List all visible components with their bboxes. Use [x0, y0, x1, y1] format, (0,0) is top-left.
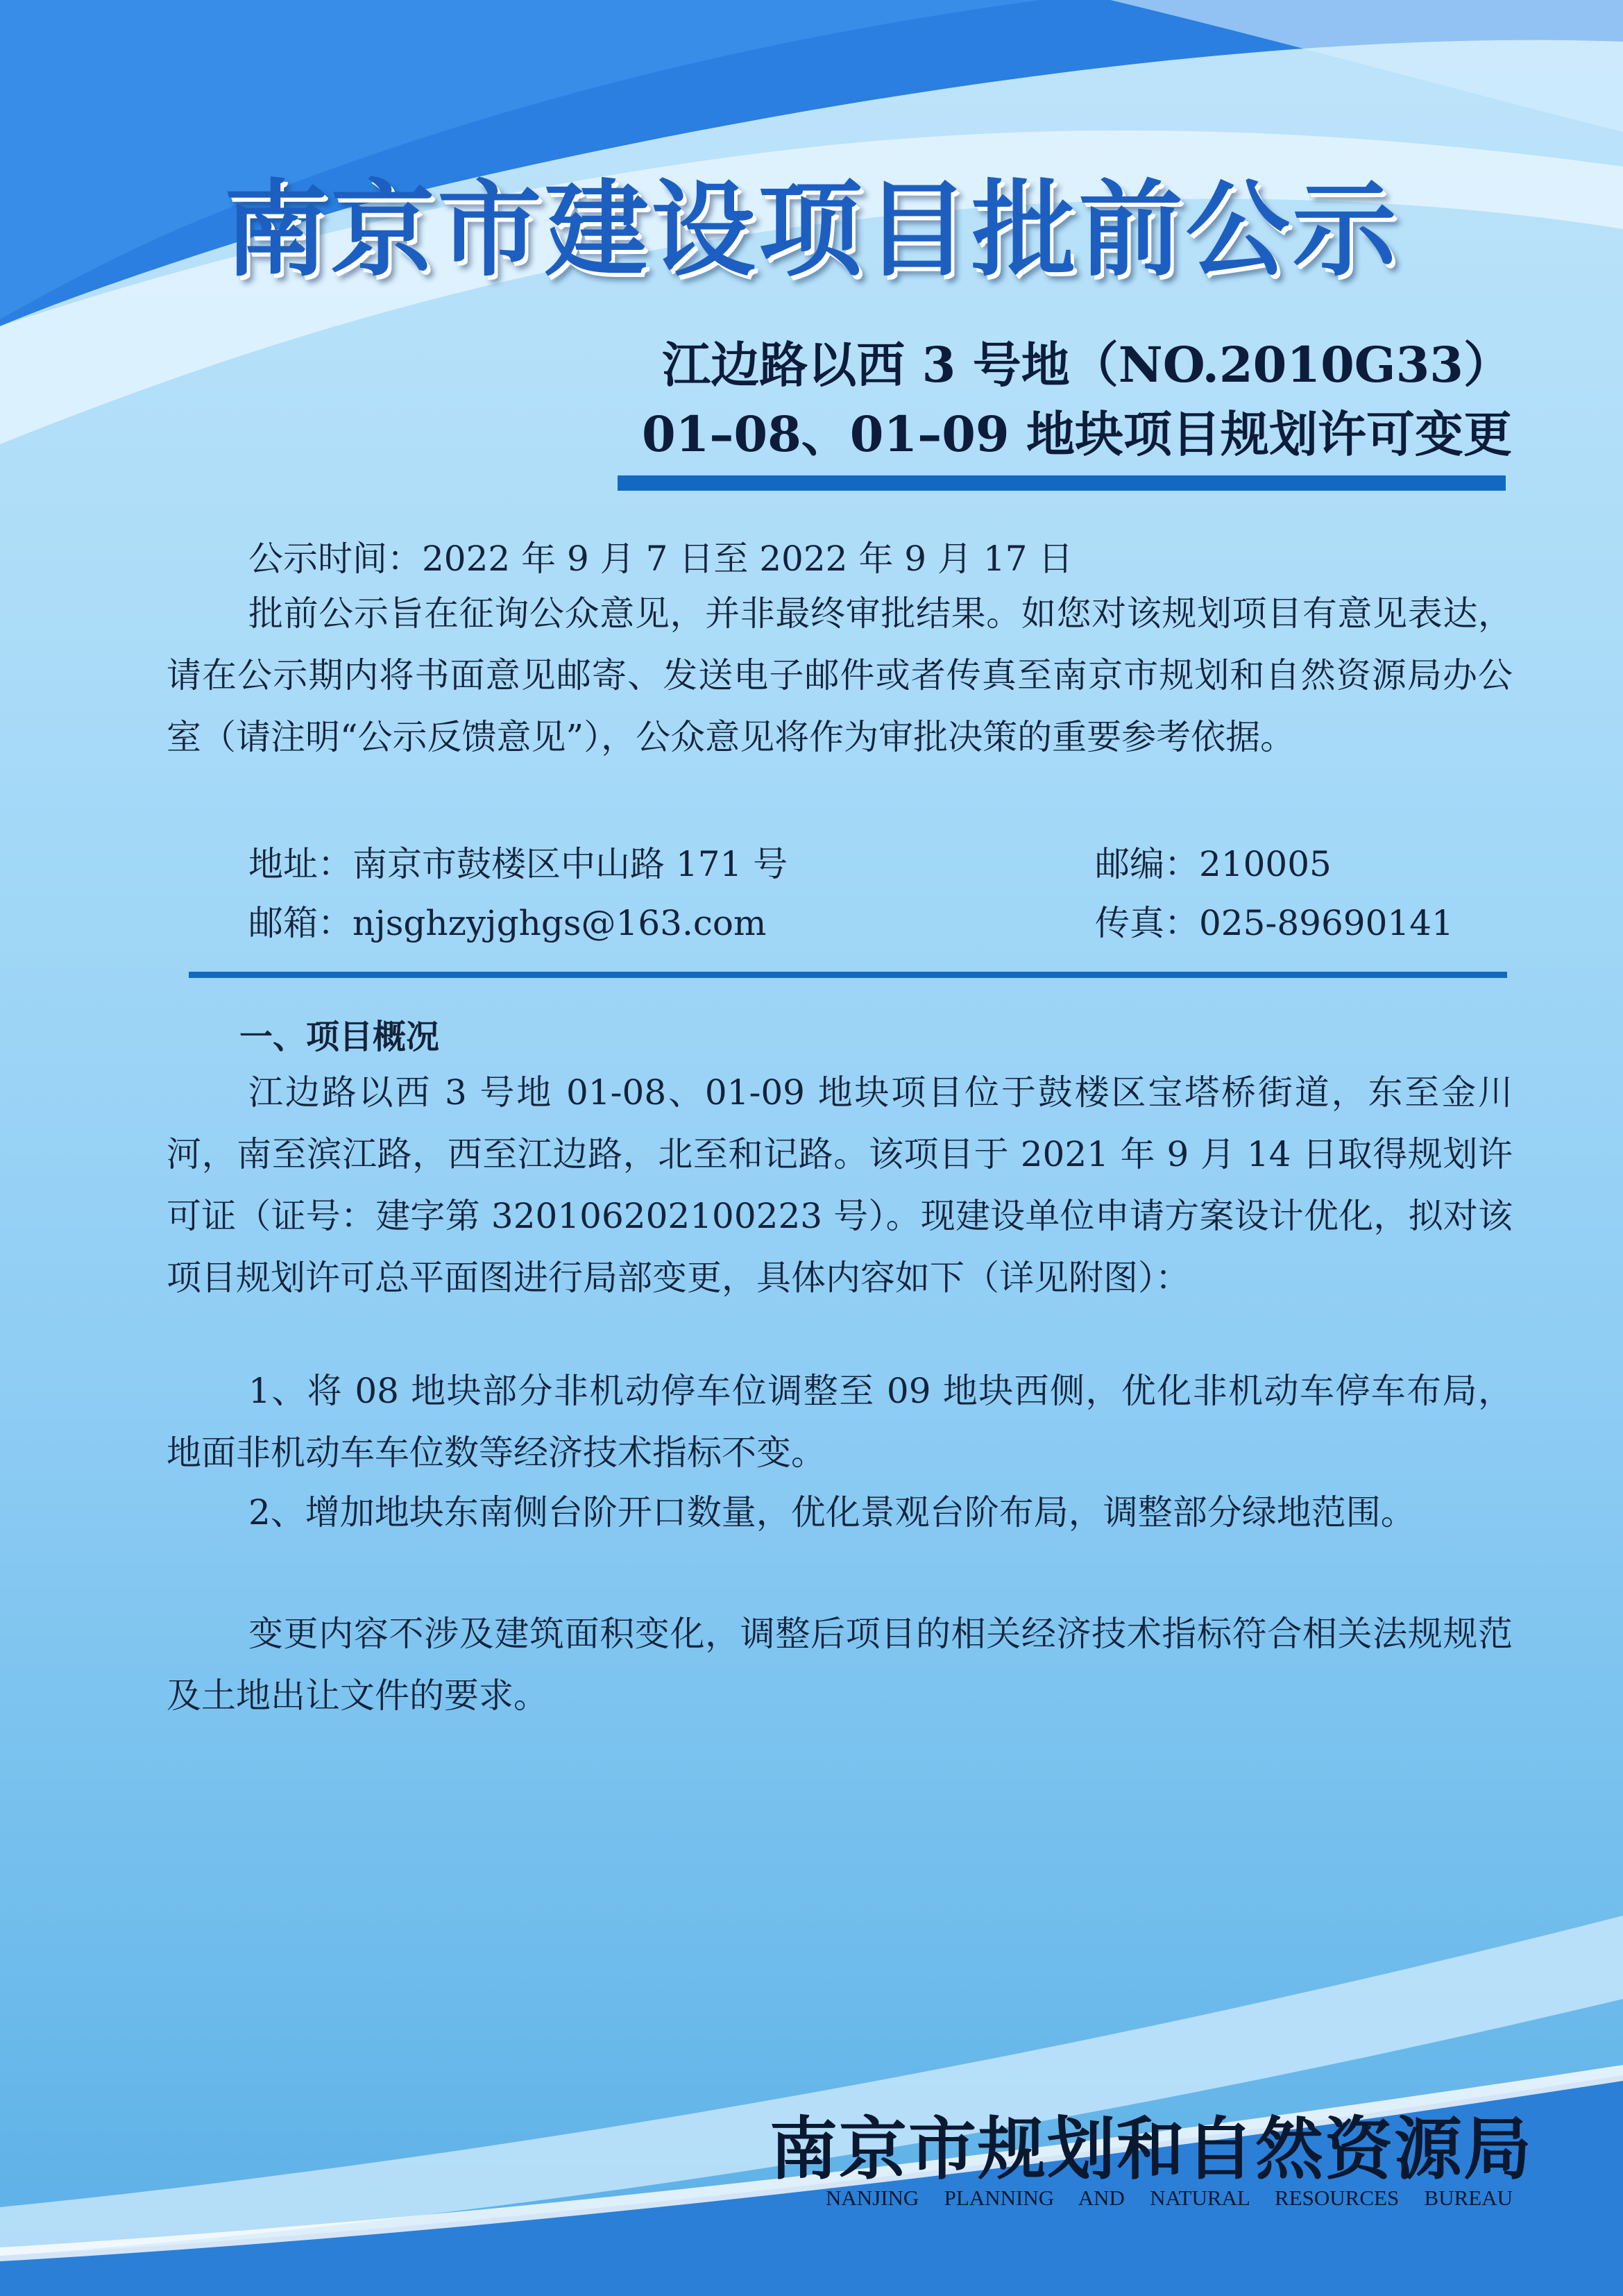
notice-intro: 批前公示旨在征询公众意见，并非最终审批结果。如您对该规划项目有意见表达，请在公示期内将书面意见邮寄、发送电子邮件或者传真至南京市规划和自然资源局办公室（请注明“公示反馈意见”），公众意见将作为审批决策的重要参考依据。 — [167, 593, 1513, 757]
notice-period: 公示时间：2022 年 9 月 7 日至 2022 年 9 月 17 日 — [248, 539, 1073, 579]
notice-postcode: 邮编：210005 — [1095, 844, 1332, 884]
notice-fax: 传真：025-89690141 — [1095, 903, 1454, 943]
project-subtitle-line1: 江边路以西 3 号地（NO.2010G33） — [662, 336, 1512, 394]
overview-heading: 一、项目概况 — [239, 1018, 440, 1056]
project-subtitle-line2: 01–08、01–09 地块项目规划许可变更 — [641, 405, 1512, 463]
title-underline — [618, 475, 1506, 491]
notice-email[interactable]: 邮箱：njsghzyjghgs@163.com — [248, 903, 767, 943]
overview-paragraph-2: 1、将 08 地块部分非机动停车位调整至 09 地块西侧，优化非机动车停车布局，地面非机动车车位数等经济技术指标不变。 — [167, 1371, 1513, 1473]
overview-paragraph-1: 江边路以西 3 号地 01-08、01-09 地块项目位于鼓楼区宝塔桥街道，东至金川河，南至滨江路，西至江边路，北至和记路。该项目于 2021 年 9 月 14 日取得规划许可证（证号：建字第 320106202100223 号）。现建设单位申请方案设计优化，拟对该项目规划许可总平面图进行局部变更，具体内容如下（详见附图）： — [167, 1072, 1513, 1298]
overview-paragraph-3: 2、增加地块东南侧台阶开口数量，优化景观台阶布局，调整部分绿地范围。 — [248, 1492, 1416, 1533]
page-title: 南京市建设项目批前公示 — [223, 170, 1400, 291]
bureau-name-en: NANJING PLANNING AND NATURAL RESOURCES BUREAU — [826, 2186, 1513, 2210]
notice-address: 地址：南京市鼓楼区中山路 171 号 — [248, 844, 788, 884]
overview-paragraph-4: 变更内容不涉及建筑面积变化，调整后项目的相关经济技术指标符合相关法规规范及土地出让文件的要求。 — [167, 1614, 1513, 1716]
bureau-name-cn: 南京市规划和自然资源局 — [769, 2109, 1533, 2189]
section-divider — [189, 972, 1507, 978]
